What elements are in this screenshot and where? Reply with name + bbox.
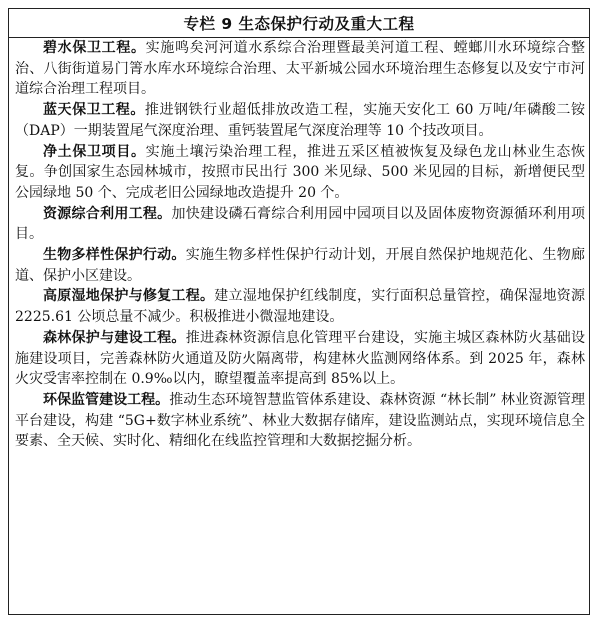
item-text: 实施生物多样性保护行动计划，开展自然保护地规范化、生物廊道、保护小区建设。 bbox=[15, 247, 585, 284]
item-wetland bbox=[15, 286, 585, 327]
item-biodiversity bbox=[15, 245, 585, 286]
item-title: 环保监管建设工程。 bbox=[43, 391, 170, 408]
item-title: 蓝天保卫工程。 bbox=[43, 102, 145, 119]
box-content bbox=[9, 38, 589, 452]
item-blue-sky bbox=[15, 100, 585, 141]
item-resource-use bbox=[15, 204, 585, 245]
item-title: 净土保卫项目。 bbox=[43, 143, 146, 160]
item-text: 建立湿地保护红线制度，实行面积总量管控，确保湿地资源 2225.61 公顷总量不减少。积极推进小微湿地建设。 bbox=[15, 288, 586, 326]
box-title: 专栏 9 生态保护行动及重大工程 bbox=[9, 9, 589, 38]
item-clean-water bbox=[15, 38, 585, 100]
item-title: 高原湿地保护与修复工程。 bbox=[43, 288, 215, 305]
item-forest bbox=[15, 328, 585, 390]
project-box bbox=[8, 8, 590, 615]
item-text: 实施鸣矣河河道水系综合治理暨最美河道工程、螳螂川水环境综合整治、八街街道易门箐水库水环境综合治理、太平新城公园水环境治理生态修复以及安宁市河道综合治理工程项目。 bbox=[15, 40, 586, 98]
item-title: 碧水保卫工程。 bbox=[43, 40, 146, 56]
item-monitoring bbox=[15, 390, 585, 452]
item-title: 生物多样性保护行动。 bbox=[43, 247, 186, 264]
item-text: 加快建设磷石膏综合利用园中园项目以及固体废物资源循环利用项目。 bbox=[15, 205, 586, 243]
item-title: 森林保护与建设工程。 bbox=[43, 329, 186, 346]
item-title: 资源综合利用工程。 bbox=[43, 205, 172, 222]
item-text: 实施土壤污染治理工程，推进五采区植被恢复及绿色龙山林业生态恢复。争创国家生态园林城市，按照市民出行 300 米见绿、500 米见园的目标，新增便民型公园绿地 50 个、完成老旧公园绿地改造提升 20 个。 bbox=[15, 143, 586, 201]
item-clean-soil bbox=[15, 142, 585, 204]
item-text: 推进钢铁行业超低排放改造工程，实施天安化工 60 万吨/年磷酸二铵（DAP）一期装置尾气深度治理、重钙装置尾气深度治理等 10 个技改项目。 bbox=[15, 102, 585, 139]
item-text: 推进森林资源信息化管理平台建设，实施主城区森林防火基础设施建设项目，完善森林防火通道及防火隔离带，构建林火监测网络体系。到 2025 年，森林火灾受害率控制在 0.9‰以内，瞭望覆盖率提高到 85%以上。 bbox=[15, 329, 585, 388]
item-text: 推动生态环境智慧监管体系建设、森林资源 “林长制” 林业资源管理平台建设，构建 “5G+数字林业系统”、林业大数据存储库，建设监测站点，实现环境信息全要素、全天候、实时化、精细化在线监控管理和大数据挖掘分析。 bbox=[15, 391, 586, 450]
